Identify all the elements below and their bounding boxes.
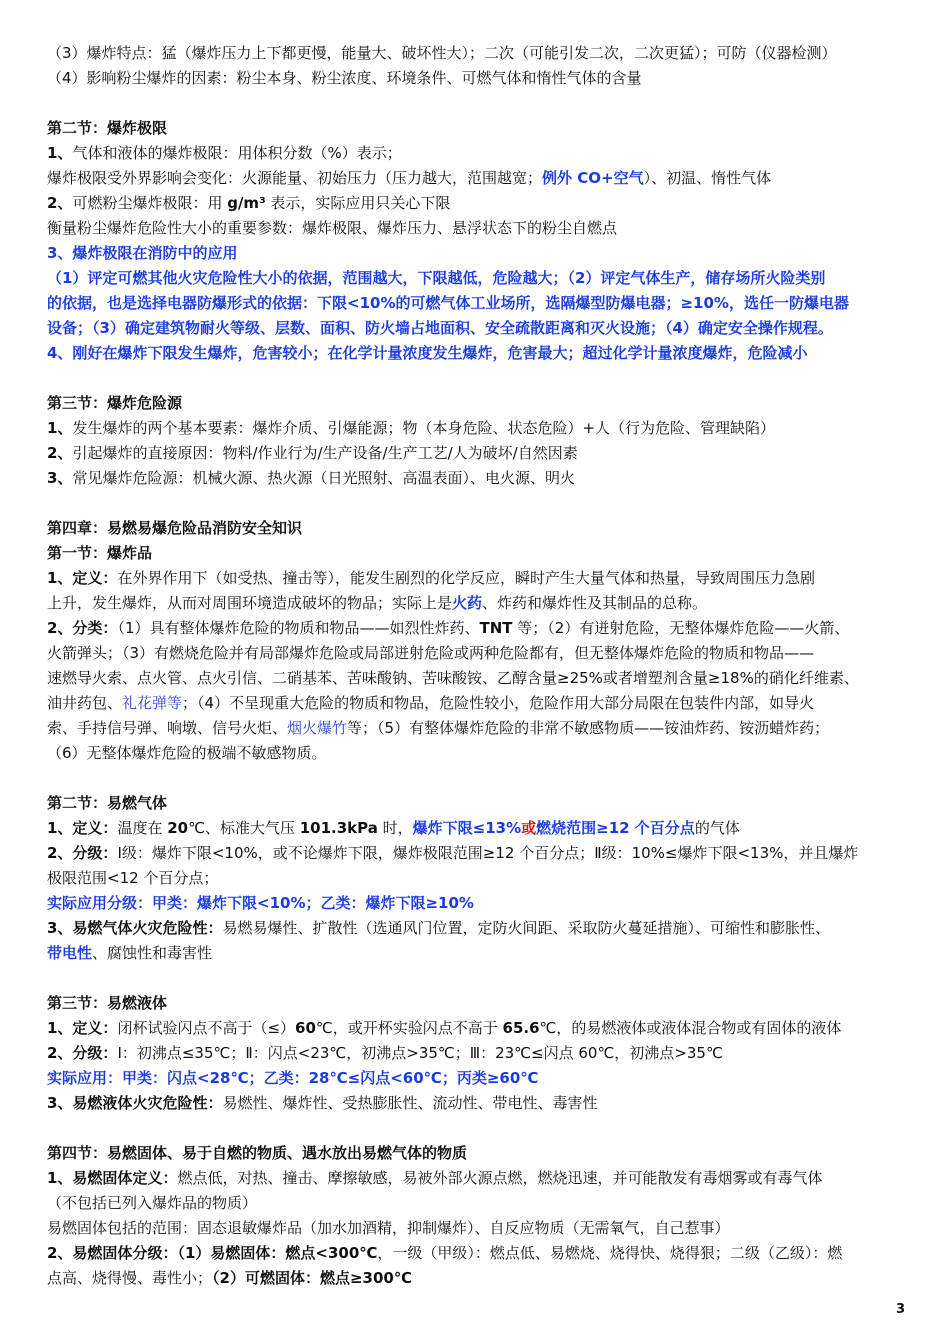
text-run: 1、定义： — [47, 819, 118, 837]
text-line — [47, 291, 909, 316]
text-line — [47, 941, 909, 966]
text-line — [47, 1066, 909, 1091]
text-run: 燃烧范围≥12 个百分点 — [536, 819, 695, 837]
text-run: 第三节：爆炸危险源 — [47, 394, 183, 412]
text-line — [47, 116, 909, 141]
text-run: 在外界作用下（如受热、撞击等），能发生剧烈的化学反应，瞬时产生大量气体和热量，导致周围压力急剧 — [117, 569, 815, 587]
text-run: 时， — [377, 819, 413, 837]
text-line — [47, 1091, 909, 1116]
text-run: 的气体 — [694, 819, 740, 837]
text-run: 设备；（3）确定建筑物耐火等级、层数、面积、防火墙占地面积、安全疏散距离和灭火设施；（4）确定安全操作规程。 — [47, 319, 833, 337]
text-run: 气体和液体的爆炸极限：用体积分数（%）表示； — [72, 144, 402, 162]
text-run: ℃，的易燃液体或液体混合物或有固体的液体 — [539, 1019, 842, 1037]
text-run: 4、刚好在爆炸下限发生爆炸，危害较小；在化学计量浓度发生爆炸，危害最大；超过化学计量浓度爆炸，危险减小 — [47, 344, 808, 362]
text-run: 燃点低，对热、撞击、摩擦敏感，易被外部火源点燃，燃烧迅速，并可能散发有毒烟雾或有毒气体 — [177, 1169, 823, 1187]
text-line — [47, 241, 909, 266]
text-run: ）、初温、惰性气体 — [643, 169, 772, 187]
text-line — [47, 816, 909, 841]
text-run: 等；（5）有整体爆炸危险的非常不敏感物质——铵油炸药、铵沥蜡炸药； — [347, 719, 830, 737]
text-run: 1、 — [47, 419, 73, 437]
text-line — [47, 316, 909, 341]
text-run: Ⅰ级：爆炸下限<10%，或不论爆炸下限，爆炸极限范围≥12 个百分点；Ⅱ级：10%≤爆炸下限<13%，并且爆炸 — [117, 844, 859, 862]
text-run: 第二节：爆炸极限 — [47, 119, 168, 137]
text-run: 爆炸下限≤13% — [412, 819, 522, 837]
text-line — [47, 341, 909, 366]
text-run: 第二节：易燃气体 — [47, 794, 168, 812]
text-run: 引起爆炸的直接原因：物料/作业行为/生产设备/生产工艺/人为破坏/自然因素 — [72, 444, 578, 462]
text-run: ℃，或开杯实验闪点不高于 — [315, 1019, 503, 1037]
text-run: （1）具有整体爆炸危险的物质和物品——如烈性炸药、 — [117, 619, 480, 637]
blank-line — [47, 766, 909, 791]
text-run: ℃、标准大气压 — [188, 819, 300, 837]
text-run: 或 — [521, 819, 537, 837]
text-run: 2、分级： — [47, 1044, 118, 1062]
text-run: （3）爆炸特点：猛（爆炸压力上下都更慢，能量大、破坏性大）；二次（可能引发二次，二次更猛）；可防（仪器检测） — [47, 44, 837, 62]
text-run: g/m³ — [227, 194, 266, 212]
text-line — [47, 416, 909, 441]
text-line — [47, 516, 909, 541]
text-line — [47, 441, 909, 466]
text-run: 2、 — [47, 444, 73, 462]
text-run: 点高、烧得慢、毒性小； — [47, 1269, 213, 1287]
text-run: 2、分级： — [47, 844, 118, 862]
text-line — [47, 166, 909, 191]
text-run: 火箭弹头；（3）有燃烧危险并有局部爆炸危险或局部迸射危险或两种危险都有，但无整体爆炸危险的物质和物品—— — [47, 644, 815, 662]
text-run: 可燃粉尘爆炸极限：用 — [72, 194, 228, 212]
text-line — [47, 1266, 909, 1291]
text-run: 1、定义： — [47, 569, 118, 587]
text-run: 2、分类： — [47, 619, 118, 637]
text-run: 3、爆炸极限在消防中的应用 — [47, 244, 238, 262]
text-run: 2、 — [47, 194, 73, 212]
page-number: 3 — [895, 1302, 905, 1317]
text-run: 易燃易爆性、扩散性（选通风门位置，定防火间距、采取防火蔓延措施）、可缩性和膨胀性、 — [222, 919, 830, 937]
text-run: 烟火爆竹 — [287, 719, 348, 737]
text-run: 表示，实际应用只关心下限 — [265, 194, 451, 212]
text-run: 2、易燃固体分级：（1）易燃固体：燃点<300℃ — [47, 1244, 378, 1262]
text-run: 1、 — [47, 144, 73, 162]
text-line — [47, 666, 909, 691]
document-body — [47, 41, 909, 1291]
text-run: 发生爆炸的两个基本要素：爆炸介质、引爆能源；物（本身危险、状态危险）+人（行为危险、管理缺陷） — [72, 419, 776, 437]
text-run: 3、易燃气体火灾危险性： — [47, 919, 223, 937]
text-line — [47, 691, 909, 716]
blank-line — [47, 966, 909, 991]
text-run: 例外 CO+空气 — [542, 169, 644, 187]
text-line — [47, 591, 909, 616]
text-run: （6）无整体爆炸危险的极端不敏感物质。 — [47, 744, 327, 762]
text-line — [47, 541, 909, 566]
text-run: 礼花弹等 — [122, 694, 183, 712]
text-run: 易燃性、爆炸性、受热膨胀性、流动性、带电性、毒害性 — [222, 1094, 598, 1112]
text-run: 易燃固体包括的范围：固态退敏爆炸品（加水加酒精，抑制爆炸）、自反应物质（无需氧气，自己惹事） — [47, 1219, 730, 1237]
text-line — [47, 566, 909, 591]
text-run: 油井药包、 — [47, 694, 123, 712]
text-run: 3、 — [47, 469, 73, 487]
text-run: 第三节：易燃液体 — [47, 994, 168, 1012]
text-line — [47, 1216, 909, 1241]
text-run: 第四节：易燃固体、易于自燃的物质、遇水放出易燃气体的物质 — [47, 1144, 468, 1162]
text-line — [47, 1241, 909, 1266]
text-line — [47, 641, 909, 666]
text-run: 索、手持信号弹、响墩、信号火炬、 — [47, 719, 288, 737]
text-run: 第四章：易燃易爆危险品消防安全知识 — [47, 519, 303, 537]
text-line — [47, 191, 909, 216]
text-line — [47, 266, 909, 291]
text-run: （不包括已列入爆炸品的物质） — [47, 1194, 258, 1212]
text-line — [47, 1141, 909, 1166]
text-run: 等；（2）有迸射危险，无整体爆炸危险——火箭、 — [512, 619, 850, 637]
text-run: ；（4）不呈现重大危险的物质和物品，危险性较小，危险作用大部分局限在包装件内部，如导火 — [182, 694, 815, 712]
text-run: 实际应用：甲类：闪点<28℃；乙类：28℃≤闪点<60℃；丙类≥60℃ — [47, 1069, 539, 1087]
text-line — [47, 716, 909, 741]
text-line — [47, 841, 909, 866]
text-run: ，一级（甲级）：燃点低、易燃烧、烧得快、烧得狠；二级（乙级）：燃 — [377, 1244, 843, 1262]
text-line — [47, 1016, 909, 1041]
text-run: 第一节：爆炸品 — [47, 544, 153, 562]
text-run: 、腐蚀性和毒害性 — [92, 944, 213, 962]
text-run: 的依据，也是选择电器防爆形式的依据：下限<10%的可燃气体工业场所，选隔爆型防爆电器；≥10%，选任一防爆电器 — [47, 294, 849, 312]
text-line — [47, 891, 909, 916]
text-run: 上升，发生爆炸，从而对周围环境造成破坏的物品；实际上是 — [47, 594, 453, 612]
text-run: 极限范围<12 个百分点； — [47, 869, 219, 887]
text-run: 闭杯试验闪点不高于（≤） — [117, 1019, 296, 1037]
text-run: 、炸药和爆炸性及其制品的总称。 — [482, 594, 708, 612]
text-run: 101.3kPa — [299, 819, 378, 837]
text-run: 实际应用分级：甲类：爆炸下限<10%；乙类：爆炸下限≥10% — [47, 894, 474, 912]
text-run: Ⅰ：初沸点≤35℃；Ⅱ：闪点<23℃，初沸点>35℃；Ⅲ：23℃≤闪点 60℃，初沸点>35℃ — [117, 1044, 723, 1062]
text-run: 1、定义： — [47, 1019, 118, 1037]
text-line — [47, 741, 909, 766]
text-run: 衡量粉尘爆炸危险性大小的重要参数：爆炸极限、爆炸压力、悬浮状态下的粉尘自燃点 — [47, 219, 618, 237]
text-run: 火药 — [452, 594, 483, 612]
text-run: 带电性 — [47, 944, 93, 962]
text-run: （1）评定可燃其他火灾危险性大小的依据，范围越大，下限越低，危险越大；（2）评定气体生产，储存场所火险类别 — [47, 269, 826, 287]
text-line — [47, 466, 909, 491]
text-run: 速燃导火索、点火管、点火引信、二硝基苯、苦味酸钠、苦味酸铵、乙醇含量≥25%或者增塑剂含量≥18%的硝化纤维素、 — [47, 669, 859, 687]
text-run: TNT — [479, 619, 513, 637]
text-line — [47, 1166, 909, 1191]
text-line — [47, 141, 909, 166]
text-run: （2）可燃固体：燃点≥300℃ — [212, 1269, 412, 1287]
text-line — [47, 616, 909, 641]
text-run: 65.6 — [502, 1019, 540, 1037]
text-line — [47, 866, 909, 891]
text-line — [47, 41, 909, 66]
text-line — [47, 991, 909, 1016]
text-line — [47, 216, 909, 241]
blank-line — [47, 91, 909, 116]
text-run: （4）影响粉尘爆炸的因素：粉尘本身、粉尘浓度、环境条件、可燃气体和惰性气体的含量 — [47, 69, 642, 87]
text-line — [47, 1191, 909, 1216]
text-run: 常见爆炸危险源：机械火源、热火源（日光照射、高温表面）、电火源、明火 — [72, 469, 575, 487]
text-run: 20 — [167, 819, 189, 837]
blank-line — [47, 366, 909, 391]
text-run: 1、易燃固体定义： — [47, 1169, 178, 1187]
text-run: 3、易燃液体火灾危险性： — [47, 1094, 223, 1112]
text-run: 爆炸极限受外界影响会变化：火源能量、初始压力（压力越大，范围越宽； — [47, 169, 543, 187]
blank-line — [47, 1116, 909, 1141]
text-run: 温度在 — [117, 819, 168, 837]
text-line — [47, 391, 909, 416]
text-line — [47, 791, 909, 816]
blank-line — [47, 491, 909, 516]
text-line — [47, 1041, 909, 1066]
text-line — [47, 916, 909, 941]
text-run: 60 — [295, 1019, 316, 1037]
text-line — [47, 66, 909, 91]
